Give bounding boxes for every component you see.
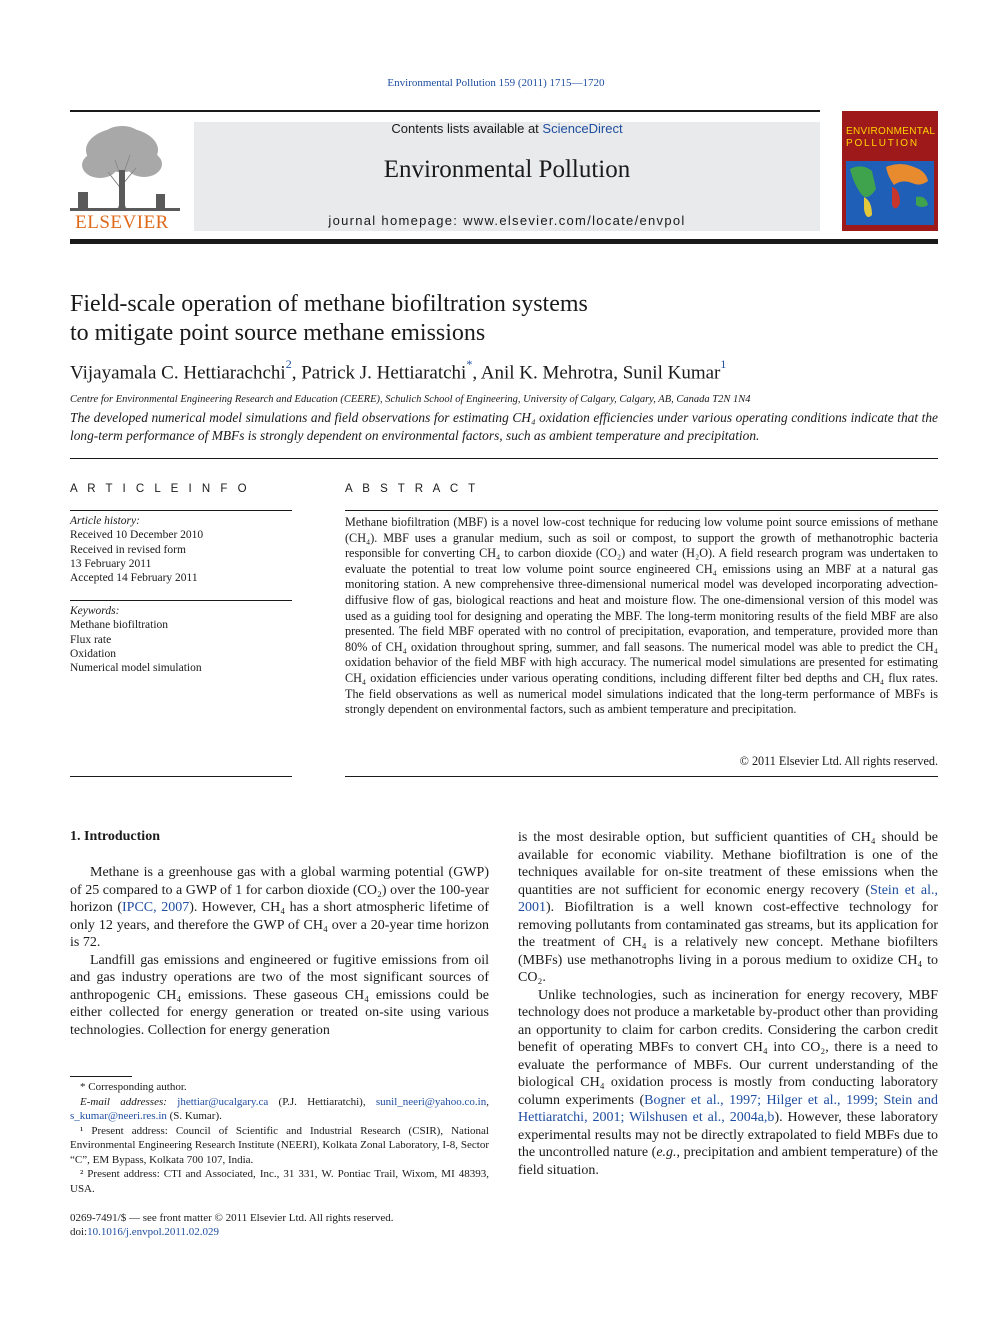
- article-history: [70, 514, 292, 585]
- history-entry: Received in revised form: [70, 543, 186, 556]
- keyword: Oxidation: [70, 647, 116, 660]
- body-paragraph: [518, 829, 938, 987]
- author-name: Sunil Kumar: [622, 362, 721, 384]
- body-text: ). However, these laboratory experimental results may not be directly extrapolated to field MBFs due to the uncontrolled nature (: [518, 1110, 938, 1160]
- elsevier-wordmark: ELSEVIER: [75, 212, 169, 233]
- divider: [345, 510, 938, 511]
- divider: [345, 776, 938, 777]
- email-owner: (P.J. Hettiaratchi),: [268, 1095, 376, 1108]
- footnote-1: ¹ Present address: Council of Scientific and Industrial Research (CSIR), National Environmental Engineering Research Institute (NEERI), Kolkata Zonal Laboratory, I-8, Sector “C”, EM Bypass, Kolkata 700 107, India.: [70, 1124, 489, 1166]
- article-title-line2: to mitigate point source methane emissions: [70, 320, 486, 346]
- divider: [70, 600, 292, 601]
- cover-title-line2: POLLUTION: [846, 138, 919, 149]
- email-link[interactable]: s_kumar@neeri.res.in: [70, 1110, 167, 1122]
- email-link[interactable]: sunil_neeri@yahoo.co.in: [375, 1095, 487, 1108]
- header-rule: [70, 110, 820, 112]
- body-paragraph: [518, 987, 938, 1180]
- email-link[interactable]: jhettiar@ucalgary.ca: [177, 1095, 269, 1108]
- header-thick-rule: [70, 239, 938, 244]
- doi-link[interactable]: 10.1016/j.envpol.2011.02.029: [87, 1226, 220, 1238]
- journal-title: Environmental Pollution: [383, 156, 631, 183]
- footnote-2: ² Present address: CTI and Associated, Inc., 31 331, W. Pontiac Trail, Wixom, MI 48393, USA.: [70, 1168, 489, 1195]
- keywords-label: Keywords:: [70, 605, 120, 617]
- contents-prefix: Contents lists available at: [391, 121, 543, 136]
- keyword: Flux rate: [70, 633, 112, 646]
- footnotes: [70, 1080, 489, 1196]
- history-entry: Received 10 December 2010: [70, 529, 204, 542]
- author-list: Vijayamala C. Hettiarachchi$^2$, Patrick J. Hettiaratchi*, Anil K. Mehrotra, Sunil Kumar$^1$: [70, 357, 727, 384]
- author-name: Vijayamala C. Hettiarachchi: [70, 362, 286, 384]
- body-paragraph: Landfill gas emissions and engineered or fugitive emissions from oil and gas industry operations are two of the most significant sources of anthropogenic CH₄ emissions. These gaseous CH₄ emissions could be either collected for energy generation or treated on-site using various technologies. Collection for energy generation: [70, 952, 489, 1038]
- divider: [70, 510, 292, 511]
- affiliation: Centre for Environmental Engineering Research and Education (CEERE), Schulich School of Engineering, University of Calgary, Calgary, AB, Canada T2N 1N4: [70, 394, 751, 405]
- body-text: e.g.: [656, 1145, 677, 1160]
- body-column-right: [518, 829, 938, 1179]
- keywords: [70, 604, 292, 675]
- body-text: Methane is a greenhouse gas with a global warming potential (GWP) of 25 compared to a GWP of 1 for carbon dioxide (CO₂) over the 100-year horizon (: [70, 865, 489, 915]
- email-separator: ,: [486, 1095, 489, 1108]
- abstract-text: Methane biofiltration (MBF) is a novel low-cost technique for reducing low volume point source emissions of methane (CH₄). MBF uses a granular medium, such as soil or compost, to support the growth of methanotrophic bacteria responsible for converting CH₄ to carbon dioxide (CO₂) and water (H₂O). A field research program was undertaken to evaluate the potential to treat low volume point source engineered CH₄ emissions using an MBF at a natural gas monitoring station. A new comprehensive three-dimensional numerical model was developed incorporating advection-diffusive flow of gas, biological reactions and heat and moisture flow. The one-dimensional version of this model was used as a guiding tool for designing and operating the MBF. The long-term monitoring results of the field MBF are also presented. The field MBF operated with no control of precipitation, evaporation, and temperature, provided more than 80% of CH₄ oxidation throughout spring, summer, and fall seasons. The numerical model was able to predict the CH₄ oxidation behavior of the field MBF with high accuracy. The numerical model simulations are presented for estimating CH₄ oxidation efficiencies under various operating conditions, including different filter bed depths and CH₄ flux rates. The field observations as well as numerical model simulations indicated that the long-term performance of MBFs is strongly dependent on environmental factors, such as ambient temperature and precipitation.: [345, 515, 938, 717]
- body-column-left: [70, 864, 489, 1039]
- keyword: Methane biofiltration: [70, 619, 169, 632]
- divider: [70, 458, 938, 459]
- author-name: Anil K. Mehrotra: [480, 362, 614, 384]
- article-info-heading: A R T I C L E I N F O: [70, 483, 251, 495]
- author-footnote-mark[interactable]: 2: [285, 357, 292, 371]
- footnote-rule: [70, 1076, 132, 1077]
- author-name: Patrick J. Hettiaratchi: [301, 362, 467, 384]
- issn-line: 0269-7491/$ — see front matter © 2011 Elsevier Ltd. All rights reserved.: [70, 1212, 394, 1224]
- divider: [70, 776, 292, 777]
- doi-line: [70, 1226, 219, 1238]
- author-footnote-mark[interactable]: 1: [720, 357, 727, 371]
- body-text: ). However, CH₄ has a short atmospheric lifetime of only 12 years, and therefore the GWP of CH₄ over a 20-year time horizon is 72.: [70, 900, 489, 950]
- keyword: Numerical model simulation: [70, 662, 202, 675]
- body-paragraph: [70, 864, 489, 952]
- history-label: Article history:: [70, 515, 140, 527]
- sciencedirect-link[interactable]: ScienceDirect: [542, 121, 623, 136]
- footnote-emails: [70, 1095, 489, 1124]
- citation-link[interactable]: IPCC, 2007: [122, 900, 190, 915]
- citation-link[interactable]: Stein et al., 2001: [518, 882, 938, 915]
- email-label: E-mail addresses:: [80, 1095, 167, 1108]
- footnote-corresponding: * Corresponding author.: [80, 1081, 187, 1093]
- abstract-heading: A B S T R A C T: [345, 483, 479, 495]
- highlights-summary: The developed numerical model simulations and field observations for estimating CH₄ oxidation efficiencies under various operating conditions indicate that the long-term performance of MBFs is strongly dependent on environmental factors, such as ambient temperature and precipitation.: [70, 410, 938, 443]
- abstract-copyright: © 2011 Elsevier Ltd. All rights reserved.: [739, 754, 938, 768]
- article-title: [70, 290, 950, 348]
- citation-link[interactable]: Bogner et al., 1997; Hilger et al., 1999; Stein and Hettiaratchi, 2001; Wilshusen et al., 2004a,b: [518, 1092, 938, 1125]
- journal-homepage[interactable]: journal homepage: www.elsevier.com/locate/envpol: [328, 213, 686, 228]
- contents-line: [194, 121, 820, 136]
- article-title-line1: Field-scale operation of methane biofiltration systems: [70, 291, 588, 317]
- cover-title-line1: ENVIRONMENTAL: [846, 126, 936, 137]
- journal-citation[interactable]: Environmental Pollution 159 (2011) 1715—1720: [387, 77, 605, 89]
- corresponding-author-mark[interactable]: *: [466, 357, 473, 371]
- body-text: is the most desirable option, but sufficient quantities of CH₄ should be available for economic viability. Methane biofiltration is one of the techniques available for on-site treatment of these emissions when the quantities are not sufficient for economic energy recovery (: [518, 830, 938, 898]
- body-text: ). Biofiltration is a well known cost-effective technology for removing pollutants from contaminated gas streams, but its application for the treatment of CH₄ is a relatively new concept. Methane biofilters (MBFs) use methanotrophs living in a porous medium to oxidize CH₄ to CO₂.: [518, 900, 938, 985]
- email-owner: (S. Kumar).: [166, 1110, 222, 1122]
- history-entry: 13 February 2011: [70, 557, 152, 570]
- section-heading-introduction: 1. Introduction: [70, 829, 160, 844]
- body-text: Unlike technologies, such as incineration for energy recovery, MBF technology does not produce a marketable by-product other than providing an opportunity to claim for carbon credits. Considering the carbon credit benefit of operating MBFs to convert CH₄ into CO₂, there is a need to evaluate the performance of MBFs. Our current understanding of the biological CH₄ oxidation process is mostly from conducting laboratory column experiments (: [518, 987, 938, 1108]
- doi-label: doi:: [70, 1226, 88, 1238]
- history-entry: Accepted 14 February 2011: [70, 572, 198, 585]
- body-text: , precipitation and ambient temperature) of the field situation.: [518, 1145, 938, 1178]
